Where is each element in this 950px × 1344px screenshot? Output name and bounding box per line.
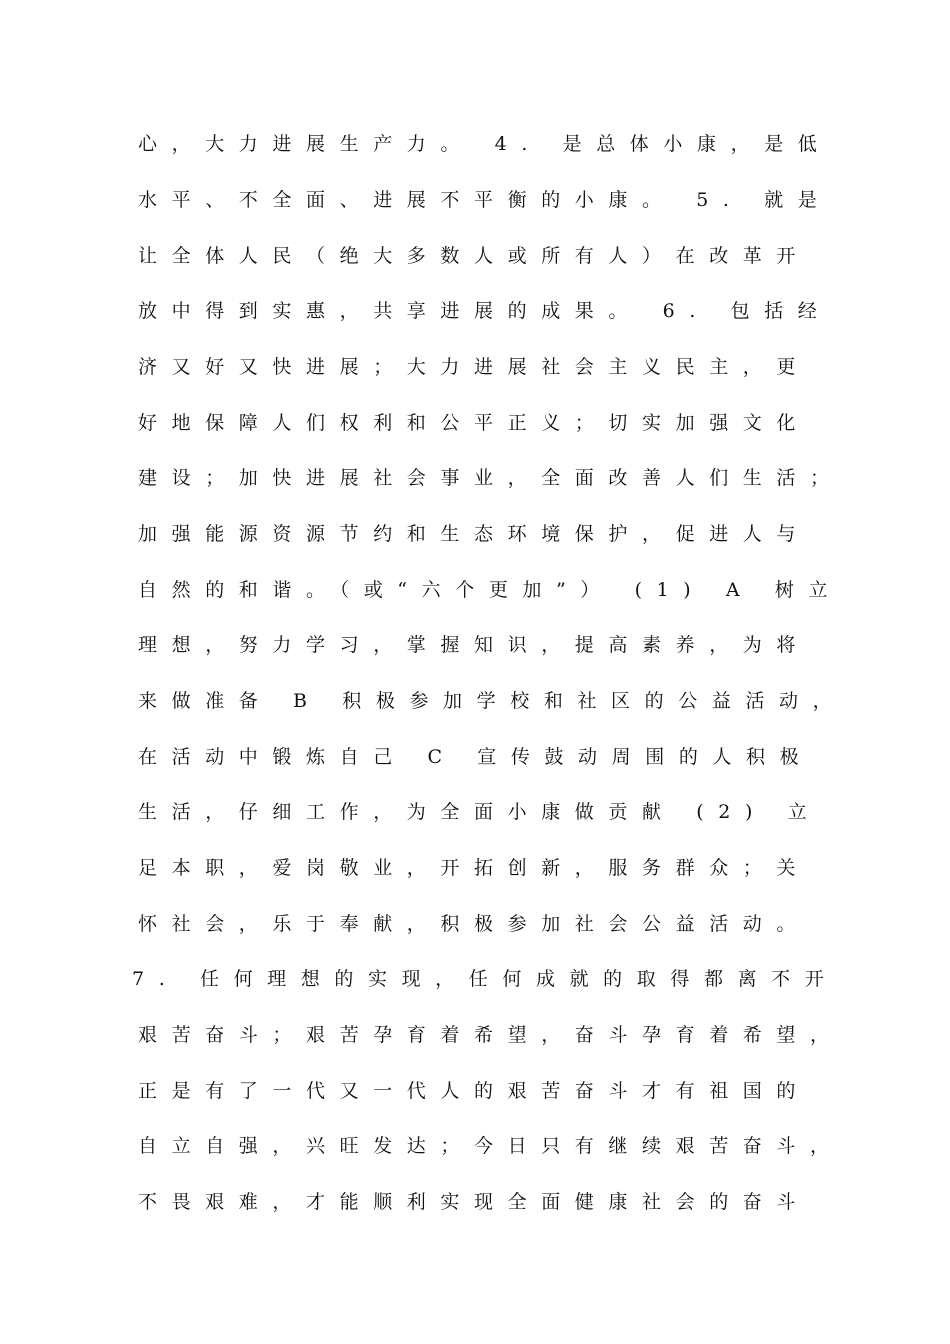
- text-line: 好地保障人们权利和公平正义；切实加强文化: [138, 412, 811, 434]
- text-line: 理想，努力学习，掌握知识，提高素养，为将: [138, 634, 811, 656]
- text-line: 心，大力进展生产力。 4. 是总体小康，是低: [138, 133, 832, 155]
- text-line: 自立自强，兴旺发达；今日只有继续艰苦奋斗，: [138, 1135, 844, 1157]
- text-line: 水平、不全面、进展不平衡的小康。 5. 就是: [138, 189, 832, 211]
- text-line: 怀社会，乐于奉献，积极参加社会公益活动。: [138, 913, 811, 935]
- text-line: 自然的和谐。（或“六个更加”） (1) A 树立: [138, 579, 843, 601]
- text-line: 建设；加快进展社会事业，全面改善人们生活；: [138, 467, 844, 489]
- text-line: 不畏艰难，才能顺利实现全面健康社会的奋斗: [138, 1191, 811, 1213]
- text-line: 足本职，爱岗敬业，开拓创新，服务群众；关: [138, 857, 811, 879]
- text-line: 让全体人民（绝大多数人或所有人）在改革开: [138, 245, 811, 267]
- text-line: 加强能源资源节约和生态环境保护，促进人与: [138, 523, 811, 545]
- text-line: 在活动中锻炼自己 C 宣传鼓动周围的人积极: [138, 746, 814, 768]
- text-line: 放中得到实惠，共享进展的成果。 6. 包括经: [138, 300, 832, 322]
- text-line: 济又好又快进展；大力进展社会主义民主，更: [138, 356, 811, 378]
- text-line: 7. 任何理想的实现，任何成就的取得都离不开: [132, 968, 839, 990]
- text-line: 正是有了一代又一代人的艰苦奋斗才有祖国的: [138, 1080, 811, 1102]
- text-line: 艰苦奋斗；艰苦孕育着希望，奋斗孕育着希望，: [138, 1024, 844, 1046]
- text-line: 生活，仔细工作，为全面小康做贡献 (2) 立: [138, 801, 822, 823]
- text-line: 来做准备 B 积极参加学校和社区的公益活动，: [138, 690, 847, 712]
